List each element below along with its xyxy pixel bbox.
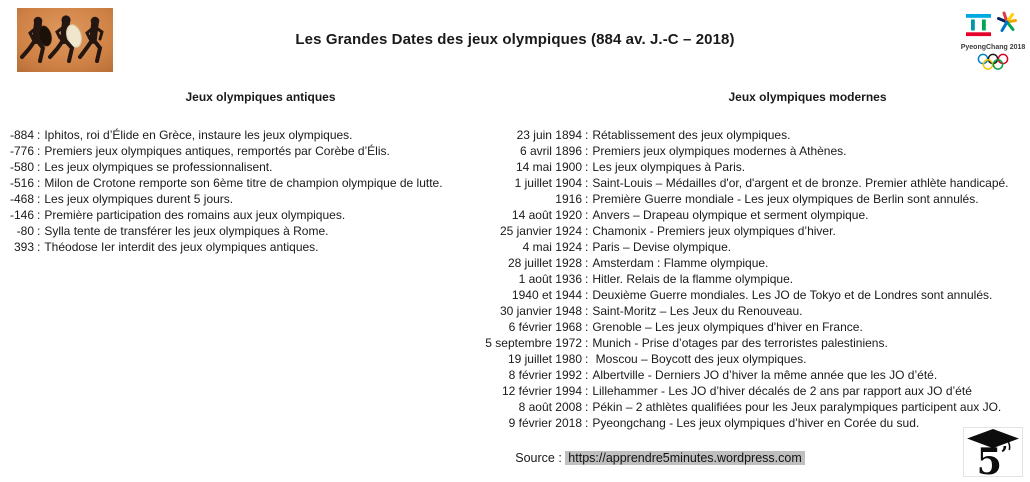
entry-text: Premiers jeux olympiques modernes à Athènes. — [592, 144, 847, 158]
modern-games-list — [460, 127, 1026, 431]
entry-date: 9 février 2018 — [508, 416, 582, 430]
timeline-entry — [460, 399, 1026, 415]
entry-date: 6 février 1968 — [508, 320, 582, 334]
entry-separator: : — [37, 176, 41, 190]
timeline-entry — [460, 415, 1026, 431]
column-modern-games — [460, 90, 1026, 431]
timeline-entry — [460, 271, 1026, 287]
entry-date: 393 — [13, 240, 34, 254]
entry-separator: : — [585, 352, 589, 366]
entry-separator: : — [585, 384, 589, 398]
entry-date: 14 août 1920 — [511, 208, 582, 222]
olympic-rings-icon — [978, 54, 1007, 69]
entry-text: Chamonix - Premiers jeux olympiques d’hiver. — [592, 224, 836, 238]
entry-separator: : — [585, 144, 589, 158]
timeline-entry — [460, 335, 1026, 351]
entry-date: 8 août 2008 — [518, 400, 582, 414]
entry-separator: : — [585, 416, 589, 430]
timeline-entry — [460, 223, 1026, 239]
entry-date: -884 — [9, 128, 34, 142]
entry-separator: : — [585, 208, 589, 222]
entry-text: Première Guerre mondiale - Les jeux olympiques de Berlin sont annulés. — [592, 192, 979, 206]
entry-separator: : — [585, 224, 589, 238]
entry-separator: : — [37, 240, 41, 254]
minutes-prime-glyph: ’ — [1000, 441, 1009, 467]
entry-separator: : — [585, 368, 589, 382]
entry-text: Saint-Louis – Médailles d'or, d'argent et de bronze. Premier athlète handicapé. — [592, 176, 1009, 190]
source-line — [440, 451, 880, 465]
entry-date: 1 juillet 1904 — [514, 176, 582, 190]
timeline-entry — [2, 207, 480, 223]
entry-date: 5 septembre 1972 — [485, 336, 582, 350]
entry-text: Rétablissement des jeux olympiques. — [592, 128, 791, 142]
entry-separator: : — [37, 224, 41, 238]
entry-date: 30 janvier 1948 — [499, 304, 582, 318]
entry-date: 1940 et 1944 — [511, 288, 582, 302]
entry-text: Milon de Crotone remporte son 6ème titre de champion olympique de lutte. — [44, 176, 443, 190]
entry-separator: : — [37, 192, 41, 206]
entry-text: Deuxième Guerre mondiales. Les JO de Tokyo et de Londres sont annulés. — [592, 288, 993, 302]
entry-text: Théodose Ier interdit des jeux olympiques antiques. — [44, 240, 319, 254]
entry-text: Munich - Prise d’otages par des terroristes palestiniens. — [592, 336, 888, 350]
entry-date: -468 — [9, 192, 34, 206]
source-label: Source : — [515, 451, 562, 465]
entry-text: Iphitos, roi d’Élide en Grèce, instaure les jeux olympiques. — [44, 128, 353, 142]
entry-date: 1916 — [555, 192, 582, 206]
five-glyph: 5 — [976, 440, 1003, 477]
timeline-entry — [460, 191, 1026, 207]
entry-date: -776 — [9, 144, 34, 158]
timeline-entry — [460, 255, 1026, 271]
timeline-entry — [460, 159, 1026, 175]
timeline-entry — [2, 127, 480, 143]
snowflake-star-icon — [999, 13, 1016, 31]
timeline-entry — [2, 223, 480, 239]
entry-date: 4 mai 1924 — [522, 240, 582, 254]
entry-date: -146 — [9, 208, 34, 222]
entry-text: Grenoble – Les jeux olympiques d'hiver en France. — [592, 320, 863, 334]
entry-separator: : — [585, 256, 589, 270]
timeline-entry — [460, 175, 1026, 191]
entry-separator: : — [37, 208, 41, 222]
entry-separator: : — [585, 128, 589, 142]
entry-date: 23 juin 1894 — [516, 128, 582, 142]
page-title: Les Grandes Dates des jeux olympiques (884 av. J.-C – 2018) — [295, 31, 735, 48]
header-spacer — [460, 90, 582, 105]
column-ancient-games — [2, 90, 480, 255]
column-header-row — [460, 90, 1026, 105]
pyeongchang-emblem-icon — [966, 13, 1016, 36]
timeline-entry — [460, 143, 1026, 159]
header-spacer — [2, 90, 34, 105]
entry-date: -580 — [9, 160, 34, 174]
entry-separator: : — [585, 304, 589, 318]
entry-date: 19 juillet 1980 — [507, 352, 582, 366]
column-header-row — [2, 90, 480, 105]
entry-date: 8 février 1992 — [508, 368, 582, 382]
ancient-games-list — [2, 127, 480, 255]
timeline-entry — [460, 351, 1026, 367]
entry-separator: : — [585, 192, 589, 206]
entry-text: Anvers – Drapeau olympique et serment olympique. — [592, 208, 869, 222]
pyeongchang-2018-logo — [961, 8, 1025, 76]
entry-separator: : — [37, 128, 41, 142]
entry-text: Les jeux olympiques se professionnalisent. — [44, 160, 273, 174]
entry-separator: : — [585, 176, 589, 190]
entry-text: Paris – Devise olympique. — [592, 240, 732, 254]
entry-date: -80 — [16, 224, 34, 238]
timeline-entry — [2, 239, 480, 255]
entry-date: 6 avril 1896 — [519, 144, 582, 158]
entry-text: Moscou – Boycott des jeux olympiques. — [592, 352, 807, 366]
timeline-entry — [460, 383, 1026, 399]
entry-text: Albertville - Derniers JO d’hiver la même année que les JO d’été. — [592, 368, 938, 382]
ancient-games-header: Jeux olympiques antiques — [185, 90, 336, 104]
timeline-entry — [460, 127, 1026, 143]
source-url-link[interactable]: https://apprendre5minutes.wordpress.com — [565, 451, 804, 465]
entry-text: Saint-Moritz – Les Jeux du Renouveau. — [592, 304, 803, 318]
entry-text: Lillehammer - Les JO d’hiver décalés de 2 ans par rapport aux JO d’été — [592, 384, 972, 398]
entry-text: Pyeongchang - Les jeux olympiques d’hiver en Corée du sud. — [592, 416, 920, 430]
entry-date: 12 février 1994 — [501, 384, 582, 398]
entry-separator: : — [585, 288, 589, 302]
timeline-entry — [460, 287, 1026, 303]
entry-separator: : — [585, 272, 589, 286]
entry-separator: : — [585, 240, 589, 254]
timeline-entry — [460, 207, 1026, 223]
entry-text: Amsterdam : Flamme olympique. — [592, 256, 769, 270]
timeline-entry — [460, 303, 1026, 319]
entry-text: Les jeux olympiques à Paris. — [592, 160, 746, 174]
entry-separator: : — [585, 400, 589, 414]
timeline-entry — [2, 143, 480, 159]
entry-text: Sylla tente de transférer les jeux olympiques à Rome. — [44, 224, 329, 238]
entry-date: 25 janvier 1924 — [499, 224, 582, 238]
timeline-entry — [2, 159, 480, 175]
entry-text: Hitler. Relais de la flamme olympique. — [592, 272, 794, 286]
entry-text: Premiers jeux olympiques antiques, remportés par Corèbe d’Élis. — [44, 144, 390, 158]
entry-separator: : — [585, 336, 589, 350]
timeline-entry — [2, 175, 480, 191]
timeline-entry — [460, 239, 1026, 255]
pyeongchang-wordmark: PyeongChang 2018 — [961, 44, 1025, 51]
timeline-entry — [460, 367, 1026, 383]
entry-separator: : — [585, 160, 589, 174]
entry-date: 1 août 1936 — [518, 272, 582, 286]
entry-text: Première participation des romains aux jeux olympiques. — [44, 208, 346, 222]
entry-text: Pékin – 2 athlètes qualifiées pour les Jeux paralympiques participent aux JO. — [592, 400, 1002, 414]
apprendre5minutes-logo — [963, 427, 1023, 477]
entry-date: 28 juillet 1928 — [507, 256, 582, 270]
entry-separator: : — [585, 320, 589, 334]
entry-date: -516 — [9, 176, 34, 190]
entry-separator: : — [37, 144, 41, 158]
entry-text: Les jeux olympiques durent 5 jours. — [44, 192, 234, 206]
timeline-entry — [460, 319, 1026, 335]
entry-separator: : — [37, 160, 41, 174]
modern-games-header: Jeux olympiques modernes — [728, 90, 887, 104]
timeline-entry — [2, 191, 480, 207]
entry-date: 14 mai 1900 — [515, 160, 582, 174]
